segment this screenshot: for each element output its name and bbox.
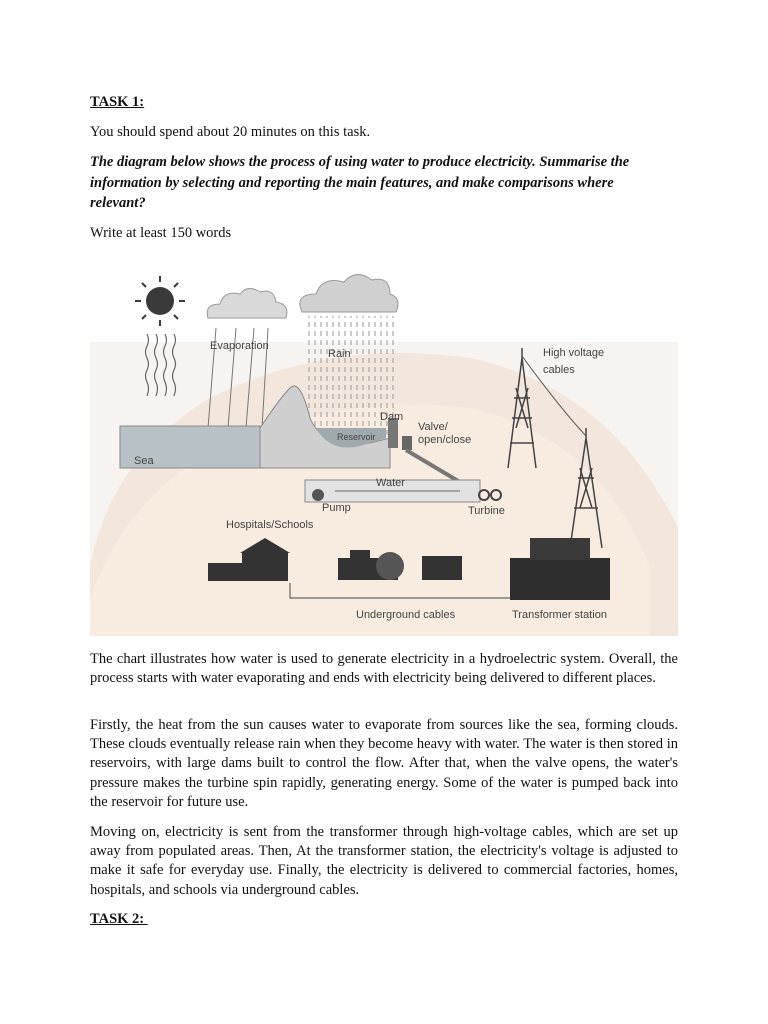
diagram-svg bbox=[90, 268, 678, 636]
task-prompt: The diagram below shows the process of using water to produce electricity. Summarise the information by selecting and reporting the main features, and make comparisons where relevant? bbox=[90, 154, 630, 211]
task1-heading: TASK 1: bbox=[90, 94, 145, 110]
label-dam: Dam bbox=[380, 411, 404, 423]
label-high-voltage: High voltage bbox=[543, 347, 605, 359]
label-valve-open-close: open/close bbox=[418, 434, 472, 446]
label-water: Water bbox=[376, 477, 405, 489]
rain-cloud-icon bbox=[300, 274, 398, 312]
answer-paragraph-1: The chart illustrates how water is used to generate electricity in a hydroelectric system. Overall, the process starts with water evaporating and ends with electricity being delivered to different places. bbox=[90, 651, 678, 687]
label-evaporation: Evaporation bbox=[210, 340, 269, 352]
label-transformer-station: Transformer station bbox=[512, 609, 607, 621]
label-reservoir: Reservoir bbox=[337, 432, 376, 442]
transformer-station-icon bbox=[510, 558, 610, 600]
label-rain: Rain bbox=[328, 348, 351, 360]
valve-icon bbox=[402, 436, 412, 450]
answer-paragraph-3: Moving on, electricity is sent from the transformer through high-voltage cables, which are set up away from populated areas. Then, At the transformer station, the electricity's voltage is adjusted to make it safe for everyday use. Finally, the electricity is delivered to commercial factories, homes, hospitals, and schools via underground cables. bbox=[90, 824, 678, 898]
word-count-instruction: Write at least 150 words bbox=[90, 225, 232, 241]
label-cables: cables bbox=[543, 364, 575, 376]
label-hospitals-schools: Hospitals/Schools bbox=[226, 519, 314, 531]
time-instruction: You should spend about 20 minutes on this task. bbox=[90, 124, 371, 140]
hydroelectric-diagram bbox=[90, 268, 678, 636]
label-turbine: Turbine bbox=[468, 505, 505, 517]
sun-icon bbox=[135, 276, 185, 326]
label-valve: Valve/ bbox=[418, 421, 448, 433]
label-sea: Sea bbox=[134, 455, 154, 467]
pump-icon bbox=[312, 489, 324, 501]
cooling-tower-icon bbox=[376, 552, 404, 580]
label-pump: Pump bbox=[322, 502, 351, 514]
evaporation-cloud-icon bbox=[207, 288, 287, 318]
task2-heading: TASK 2: bbox=[90, 911, 148, 927]
answer-paragraph-2: Firstly, the heat from the sun causes water to evaporate from sources like the sea, forming clouds. These clouds eventually release rain when they become heavy with water. The water is then stored in reservoirs, with large dams built to control the flow. After that, when the valve opens, the water's pressure makes the turbine spin rapidly, generating energy. Some of the water is pumped back into the reservoir for future use. bbox=[90, 717, 678, 810]
label-underground-cables: Underground cables bbox=[356, 609, 456, 621]
